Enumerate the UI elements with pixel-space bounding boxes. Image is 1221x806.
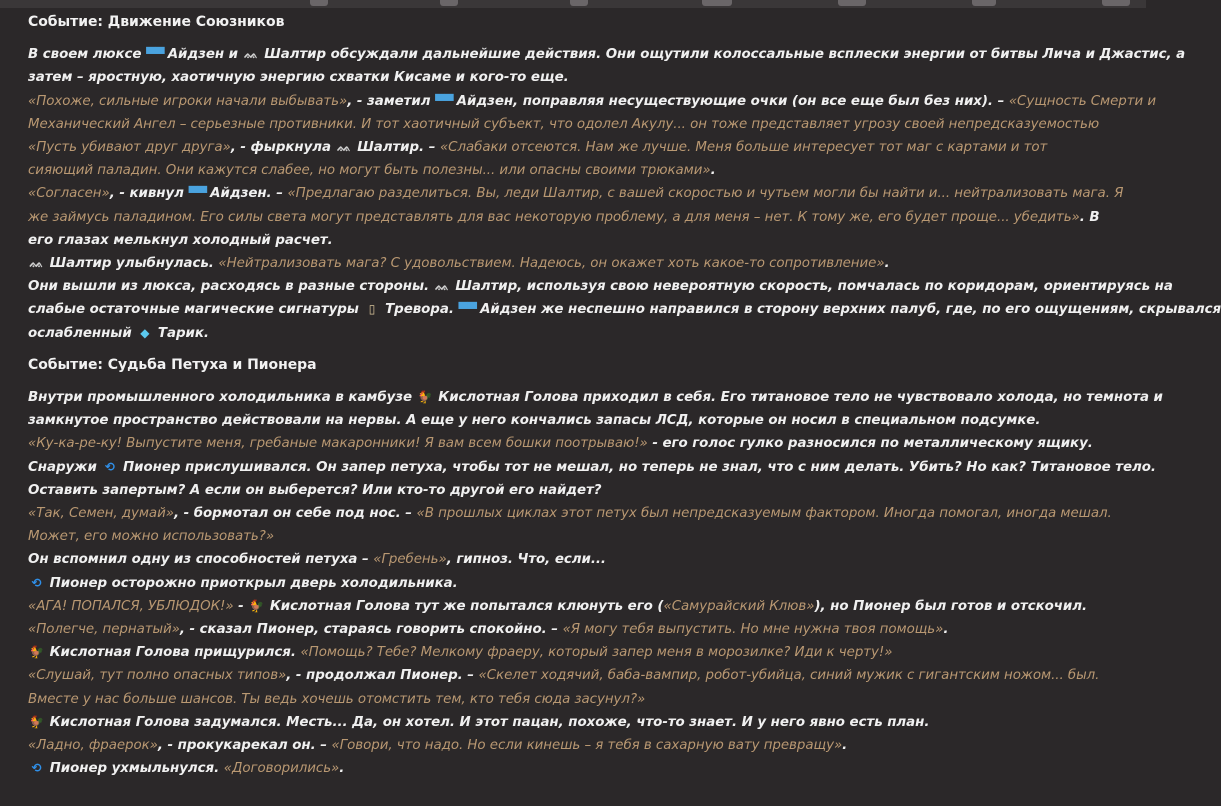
paragraph: «Так, Семен, думай», - бормотал он себе под нос. – «В прошлых циклах этот петух был непредсказуемым фактором. Иногда помогал, иногда мешал. xyxy=(28,506,1112,522)
paragraph: 🐓 Кислотная Голова прищурился. «Помощь? Тебе? Мелкому фраеру, который запер меня в морозилке? Иди к черту!» xyxy=(28,641,1146,664)
paragraph: Механический Ангел – серьезные противники. И тот хаотичный субъект, что одолел Акулу... он тоже представляет угрозу своей непредсказуемостью xyxy=(28,116,1100,132)
paragraph: «Слушай, тут полно опасных типов», - продолжал Пионер. – «Скелет ходячий, баба-вампир, робот-убийца, синий мужик с гигантским ножом... был. xyxy=(28,668,1100,684)
paragraph: В своем люксе ▀▀ Айдзен и ᨐ Шалтир обсуждали дальнейшие действия. Они ощутили колоссальные всплески энергии от битвы Лича и Джастис, а xyxy=(28,43,1146,66)
chat-message xyxy=(28,11,1221,781)
paragraph: сияющий паладин. Они кажутся слабее, но могут быть полезны... или опасны своими трюками». xyxy=(28,163,716,179)
paragraph: Снаружи ⟲ Пионер прислушивался. Он запер петуха, чтобы тот не мешал, но теперь не знал, что с ним делать. Убить? Но как? Титановое тело. xyxy=(28,456,1146,479)
paragraph: «Согласен», - кивнул ▀▀ Айдзен. – «Предлагаю разделиться. Вы, леди Шалтир, с вашей скоростью и чутьем могли бы найти и... нейтрализовать мага. Я xyxy=(28,182,1146,205)
paragraph: ⟲ Пионер осторожно приоткрыл дверь холодильника. xyxy=(28,572,1146,595)
paragraph: «Полегче, пернатый», - сказал Пионер, стараясь говорить спокойно. – «Я могу тебя выпустить. Но мне нужна твоя помощь». xyxy=(28,622,949,638)
toolbar-icon[interactable] xyxy=(838,0,866,6)
bat-icon: ᨐ xyxy=(29,256,44,271)
rooster-icon: 🐓 xyxy=(29,714,44,729)
bat-icon: ᨐ xyxy=(435,279,450,294)
cycle-icon: ⟲ xyxy=(104,459,115,474)
toolbar-icon[interactable] xyxy=(972,0,996,6)
cycle-icon: ⟲ xyxy=(31,575,42,590)
paragraph: «Похоже, сильные игроки начали выбывать», - заметил ▀▀ Айдзен, поправляя несуществующие очки (он все еще был без них). – «Сущность Смерти и xyxy=(28,90,1146,113)
paragraph: слабые остаточные магические сигнатуры ▯ Тревора. ▀▀ Айдзен же неспешно направился в сторону верхних палуб, где, по его ощущениям, скрывался xyxy=(28,298,1146,321)
sunglasses-icon: ▀▀ xyxy=(435,93,454,108)
rooster-icon: 🐓 xyxy=(249,598,265,613)
event-heading: Событие: Движение Союзников xyxy=(28,14,285,30)
toolbar-icon[interactable] xyxy=(702,0,732,6)
sunglasses-icon: ▀▀ xyxy=(458,302,477,317)
paragraph: же займусь паладином. Его силы света могут представлять для вас некоторую проблему, а для меня – нет. К тому же, его будет проще... убедить». В xyxy=(28,209,1100,225)
paragraph: ⟲ Пионер ухмыльнулся. «Договорились». xyxy=(28,757,1146,780)
paragraph: ᨐ Шалтир улыбнулась. «Нейтрализовать мага? С удовольствием. Надеюсь, он окажет хоть какое-то сопротивление». xyxy=(28,252,1146,275)
paragraph: 🐓 Кислотная Голова задумался. Месть... Да, он хотел. И этот пацан, похоже, что-то знает. И у него явно есть план. xyxy=(28,711,1146,734)
gem-icon: ◆ xyxy=(140,325,150,340)
paragraph: Может, его можно использовать?» xyxy=(28,529,275,545)
sunglasses-icon: ▀▀ xyxy=(188,186,207,201)
toolbar-icon[interactable] xyxy=(440,0,458,6)
rooster-icon: 🐓 xyxy=(417,390,433,405)
paragraph: Вместе у нас больше шансов. Ты ведь хочешь отомстить тем, кто тебя сюда засунул?» xyxy=(28,691,646,707)
toolbar-strip xyxy=(0,0,1146,8)
bat-icon: ᨐ xyxy=(337,140,352,155)
paragraph: «Ладно, фраерок», - прокукарекал он. – «Говори, что надо. Но если кинешь – я тебя в сахарную вату превращу». xyxy=(28,738,848,754)
paragraph: ослабленный ◆ Тарик. xyxy=(28,322,1146,345)
toolbar-icon[interactable] xyxy=(1102,0,1130,6)
paragraph: его глазах мелькнул холодный расчет. xyxy=(28,232,333,248)
paragraph: замкнутое пространство действовали на нервы. А еще у него кончались запасы ЛСД, которые он носил в специальном подсумке. xyxy=(28,413,1041,429)
rooster-icon: 🐓 xyxy=(29,645,44,660)
playing-card-icon: ▯ xyxy=(368,302,376,317)
paragraph: «Ку-ка-ре-ку! Выпустите меня, гребаные макаронники! Я вам всем бошки поотрываю!» - его голос гулко разносился по металлическому ящику. xyxy=(28,436,1093,452)
paragraph: Оставить запертым? А если он выберется? Или кто-то другой его найдет? xyxy=(28,482,602,498)
paragraph: затем – яростную, хаотичную энергию схватки Кисаме и кого-то еще. xyxy=(28,70,569,86)
bat-icon: ᨐ xyxy=(244,47,259,62)
toolbar-icon[interactable] xyxy=(570,0,588,6)
paragraph: Он вспомнил одну из способностей петуха – «Гребень», гипноз. Что, если... xyxy=(28,552,606,568)
sunglasses-icon: ▀▀ xyxy=(146,47,165,62)
paragraph: «АГА! ПОПАЛСЯ, УБЛЮДОК!» - 🐓 Кислотная Голова тут же попытался клюнуть его («Самурайский Клюв»), но Пионер был готов и отскочил. xyxy=(28,595,1146,618)
event-heading: Событие: Судьба Петуха и Пионера xyxy=(28,356,317,373)
paragraph: «Пусть убивают друг друга», - фыркнула ᨐ Шалтир. – «Слабаки отсеются. Нам же лучше. Меня больше интересует тот маг с картами и тот xyxy=(28,136,1146,159)
paragraph: Они вышли из люкса, расходясь в разные стороны. ᨐ Шалтир, используя свою невероятную скорость, помчалась по коридорам, ориентируясь на xyxy=(28,275,1146,298)
cycle-icon: ⟲ xyxy=(31,761,42,776)
toolbar-icon[interactable] xyxy=(310,0,328,6)
paragraph: Внутри промышленного холодильника в камбузе 🐓 Кислотная Голова приходил в себя. Его титановое тело не чувствовало холода, но темнота и xyxy=(28,386,1146,409)
